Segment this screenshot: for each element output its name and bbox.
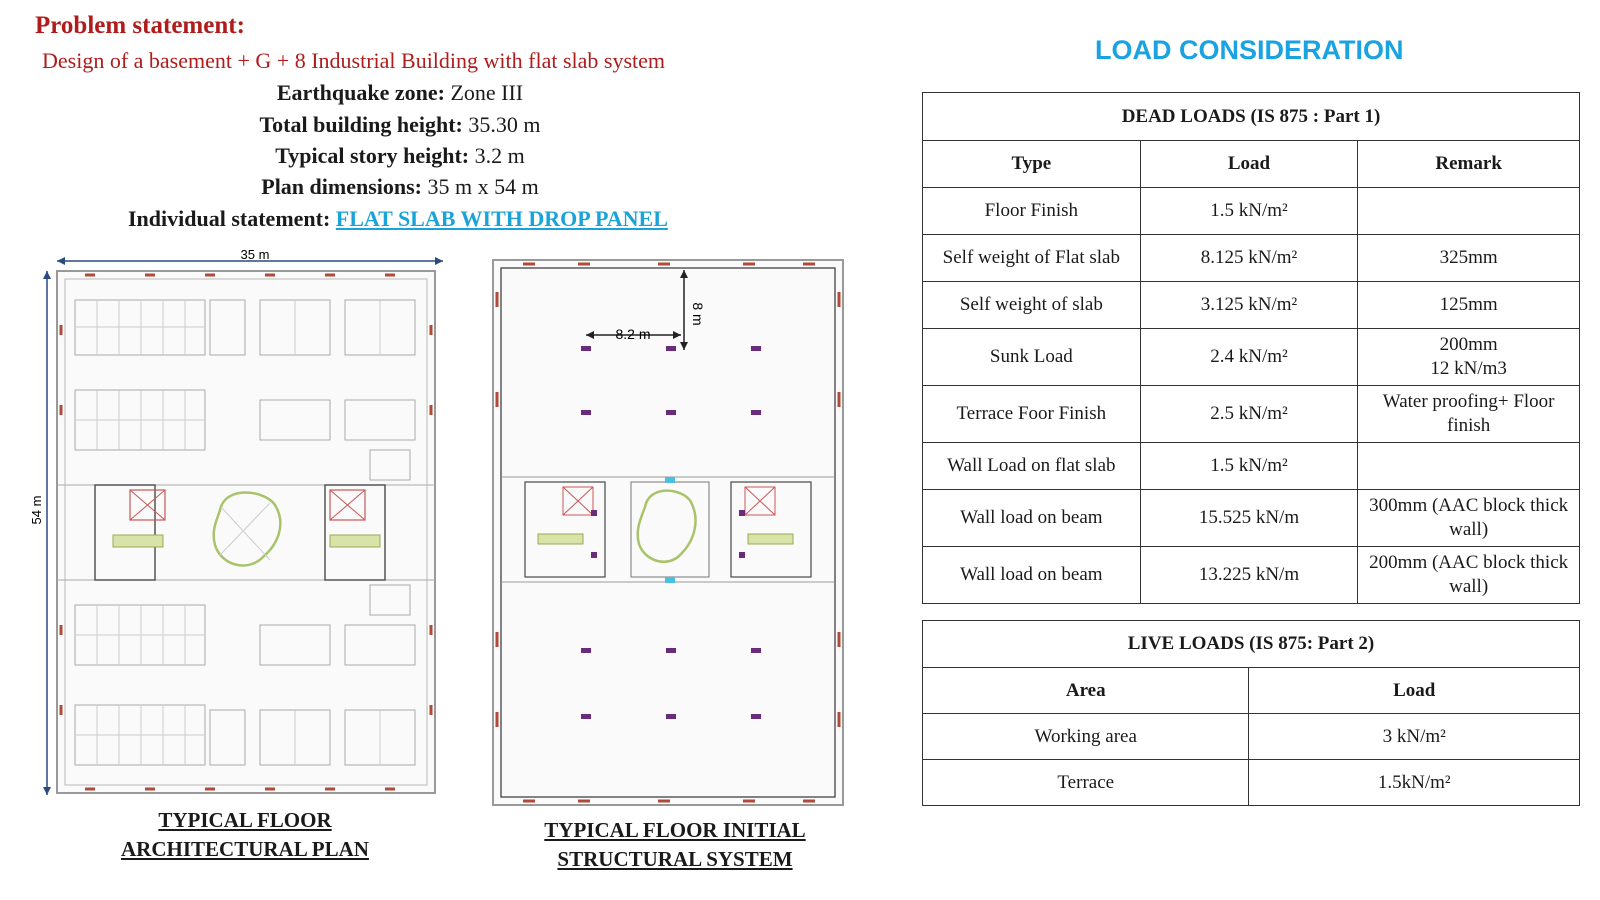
individual-statement: Individual statement: FLAT SLAB WITH DROP PANEL [128,206,668,231]
col-live-load: Load [1249,668,1580,714]
table-row: Terrace 1.5kN/m² [923,760,1580,806]
struct-y-dimension: 8 m [690,302,706,326]
table-row: Terrace Foor Finish 2.5 kN/m² Water proofing+ Floor finish [923,386,1580,443]
table-row: Working area 3 kN/m² [923,714,1580,760]
col-remark: Remark [1358,141,1580,188]
table-row: Wall Load on flat slab 1.5 kN/m² [923,443,1580,490]
detail-earthquake-zone: Earthquake zone: Zone III [276,80,524,105]
table-row: Self weight of Flat slab 8.125 kN/m² 325mm [923,235,1580,282]
arch-width-dimension: 35 m [240,247,270,262]
architectural-plan-drawing [25,245,455,805]
col-load: Load [1140,141,1358,188]
problem-statement-subtitle: Design of a basement + G + 8 Industrial Building with flat slab system [42,48,666,73]
dead-loads-heading: DEAD LOADS (IS 875 : Part 1) [923,93,1580,141]
live-loads-table [922,620,1580,806]
arch-outline [57,271,435,793]
detail-story-height: Typical story height: 3.2 m [275,143,525,168]
structural-plan-drawing [483,252,883,817]
load-consideration-title: LOAD CONSIDERATION [1095,35,1404,65]
table-row: Floor Finish 1.5 kN/m² [923,188,1580,235]
individual-statement-link[interactable]: FLAT SLAB WITH DROP PANEL [335,206,668,231]
dead-loads-table [922,92,1580,604]
table-row: Self weight of slab 3.125 kN/m² 125mm [923,282,1580,329]
struct-x-dimension: 8.2 m [615,326,651,342]
live-loads-heading: LIVE LOADS (IS 875: Part 2) [923,621,1580,668]
table-row: Wall load on beam 13.225 kN/m 200mm (AAC block thick wall) [923,547,1580,604]
struct-outline [493,260,843,805]
problem-statement-title: Problem statement: [35,12,245,39]
arch-height-dimension: 54 m [29,495,44,525]
detail-building-height: Total building height: 35.30 m [259,112,541,137]
arch-plan-caption: TYPICAL FLOOR ARCHITECTURAL PLAN [121,808,369,861]
table-row: Sunk Load 2.4 kN/m² 200mm 12 kN/m3 [923,329,1580,386]
table-row: Wall load on beam 15.525 kN/m 300mm (AAC block thick wall) [923,490,1580,547]
struct-plan-caption: TYPICAL FLOOR INITIAL STRUCTURAL SYSTEM [544,818,806,871]
detail-plan-dimensions: Plan dimensions: 35 m x 54 m [261,174,539,199]
col-type: Type [923,141,1141,188]
col-area: Area [923,668,1249,714]
